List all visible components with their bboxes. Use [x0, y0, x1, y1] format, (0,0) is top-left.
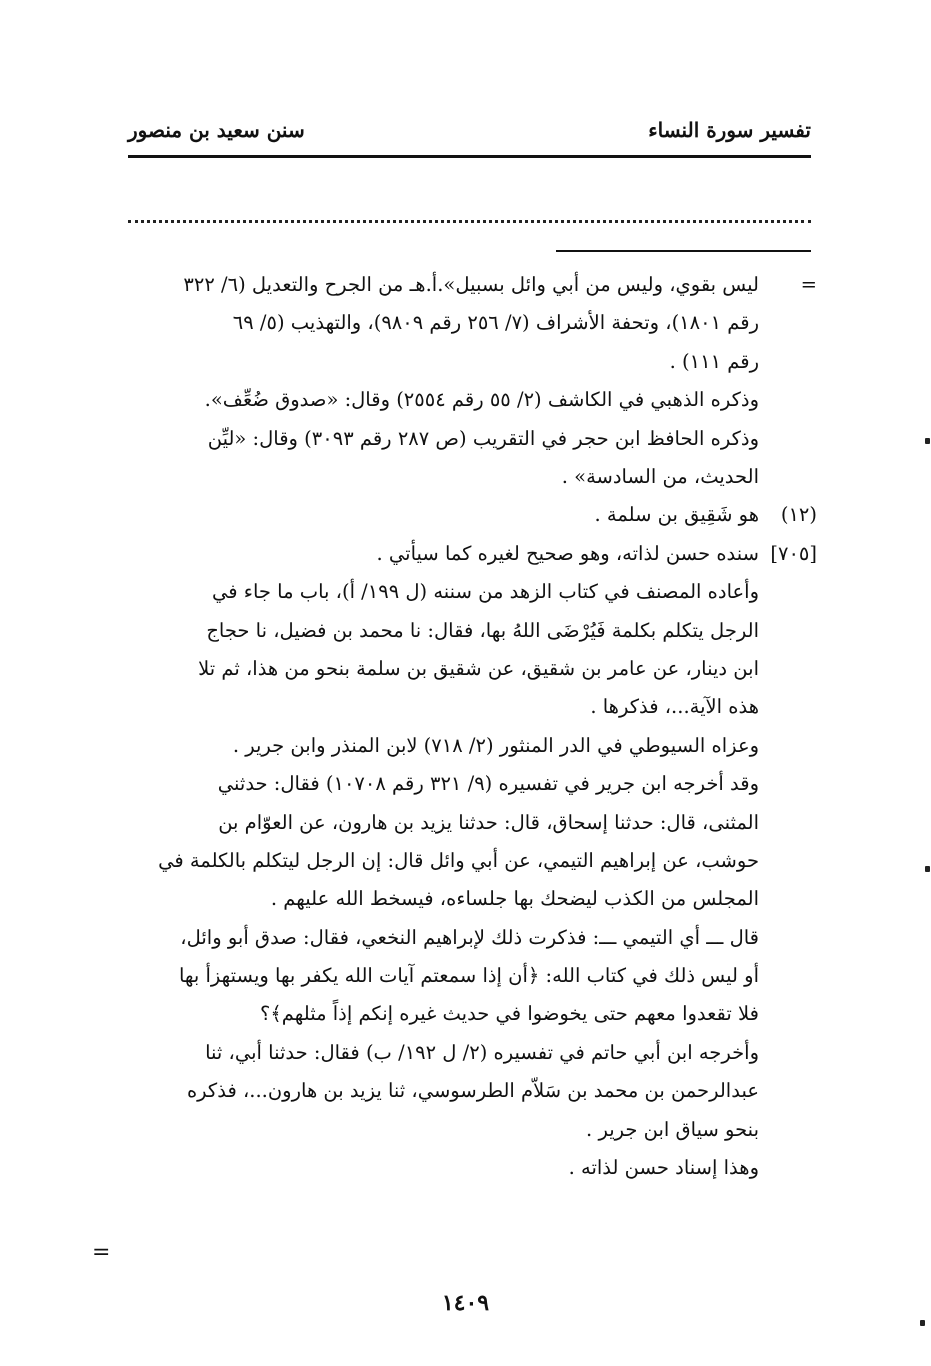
page-number: ١٤٠٩ — [441, 1290, 490, 1316]
text-line: هو شَقِيق بن سلمة . — [594, 503, 759, 527]
text-line: بنحو سياق ابن جرير . — [586, 1117, 759, 1141]
text-line: ابن دينار، عن عامر بن شقيق، عن شقيق بن سلمة بنحو من هذا، ثم تلا — [198, 656, 759, 680]
text-line: وذكره الحافظ ابن حجر في التقريب (ص ٢٨٧ رقم ٣٠٩٣) وقال: «ليِّن — [207, 426, 759, 450]
header-chapter-title: تفسير سورة النساء — [648, 118, 811, 142]
continuation-marker-bottom: = — [92, 1240, 111, 1265]
scan-speck — [920, 1320, 925, 1326]
header-rule — [128, 155, 811, 158]
paragraph-dhahabi — [112, 381, 817, 496]
paragraph-5 — [112, 1034, 817, 1149]
text-line: وذكره الذهبي في الكاشف (٢/ ٥٥ رقم ٢٥٥٤) وقال: «صدوق ضُعِّف». — [204, 388, 759, 412]
paragraph-2 — [112, 727, 817, 765]
running-header — [128, 114, 811, 146]
text-line: قال ـــ أي التيمي ـــ: فذكرت ذلك لإبراهيم النخعي، فقال: صدق أبو وائل، — [180, 925, 759, 949]
paragraph-1 — [112, 573, 817, 727]
dotted-separator — [128, 200, 811, 223]
continuation-marker: = — [800, 273, 817, 296]
text-line: وأخرجه ابن أبي حاتم في تفسيره (٢/ ل ١٩٢/ ب) فقال: حدثنا أبي، ثنا — [205, 1040, 759, 1064]
text-line: سنده حسن لذاته، وهو صحيح لغيره كما سيأتي . — [376, 541, 759, 565]
text-line: فلا تقعدوا معهم حتى يخوضوا في حديث غيره إنكم إذاً مثلهم﴾؟ — [260, 1002, 759, 1026]
hadith-705-marker: [٧٠٥] — [770, 541, 817, 565]
text-line: الرجل يتكلم بكلمة فَيُرْضَى اللهُ بها، فقال: نا محمد بن فضيل، نا حجاج — [206, 618, 759, 642]
hadith-705 — [112, 535, 817, 573]
scan-speck — [925, 438, 930, 444]
text-line: ليس بقوي، وليس من أبي وائل بسبيل».أ.هـ من الجرح والتعديل (٦/ ٣٢٢ — [183, 273, 759, 296]
text-line: هذه الآية...، فذكرها . — [590, 695, 759, 719]
text-line: أو ليس ذلك في كتاب الله: ﴿أن إذا سمعتم آيات الله يكفر بها ويستهزأ بها — [178, 964, 759, 988]
footnote-12-marker: (١٢) — [780, 503, 817, 527]
text-line: المثنى، قال: حدثنا إسحاق، قال: حدثنا يزيد بن هارون، عن العوّام بن — [218, 810, 759, 834]
text-line: الحديث، من السادسة» . — [561, 464, 759, 488]
footnotes-body — [112, 266, 817, 1187]
text-line: المجلس من الكذب ليضحك بها جلساءه، فيسخط الله عليهم . — [270, 887, 759, 911]
text-line: رقم ١٨٠١)، وتحفة الأشراف (٧/ ٢٥٦ رقم ٩٨٠٩)، والتهذيب (٥/ ٦٩ — [232, 311, 759, 335]
scan-speck — [925, 866, 930, 872]
text-line: عبدالرحمن بن محمد بن سَلاّم الطرسوسي، ثنا يزيد بن هارون...، فذكره — [186, 1079, 759, 1103]
paragraph-6 — [112, 1149, 817, 1187]
footnote-continuation — [112, 266, 817, 381]
footnote-rule — [556, 250, 811, 252]
text-line: وعزاه السيوطي في الدر المنثور (٢/ ٧١٨) لابن المنذر وابن جرير . — [232, 733, 759, 757]
paragraph-4 — [112, 919, 817, 1034]
paragraph-3 — [112, 765, 817, 919]
text-line: وقد أخرجه ابن جرير في تفسيره (٩/ ٣٢١ رقم ١٠٧٠٨) فقال: حدثني — [217, 772, 759, 796]
text-line: وأعاده المصنف في كتاب الزهد من سننه (ل ١٩٩/ أ)، باب ما جاء في — [212, 580, 759, 604]
text-line: حوشب، عن إبراهيم التيمي، عن أبي وائل قال: إن الرجل ليتكلم بالكلمة في — [158, 848, 759, 872]
text-line: رقم ١١١) . — [669, 349, 759, 373]
footnote-12 — [112, 496, 817, 534]
header-book-title: سنن سعيد بن منصور — [128, 118, 305, 142]
text-line: وهذا إسناد حسن لذاته . — [568, 1156, 759, 1180]
